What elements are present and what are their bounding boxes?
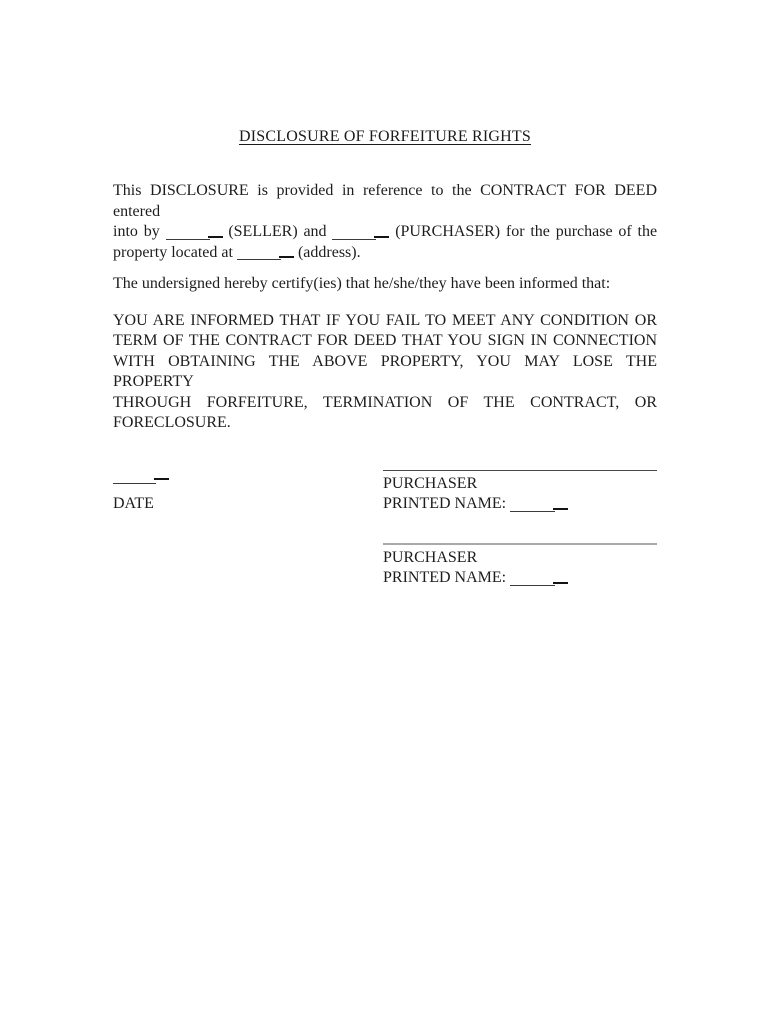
seller-name-blank[interactable] [166, 232, 223, 240]
warning-line-3: WITH OBTAINING THE ABOVE PROPERTY, YOU MAY LOSE THE PROPERTY [113, 352, 657, 390]
purchaser-label-1: PURCHASER [383, 474, 478, 492]
blank-line [510, 511, 555, 512]
intro-paragraph [113, 181, 657, 263]
purchaser-signature-block-1 [383, 470, 657, 515]
purchaser-signature-block-2 [383, 543, 657, 589]
blank-line-end [374, 236, 389, 238]
intro-line-3 [113, 243, 657, 264]
signature-section [113, 470, 657, 589]
printed-name-blank-2[interactable] [510, 578, 568, 586]
printed-name-label-1: PRINTED NAME: [383, 495, 507, 512]
blank-line [332, 239, 376, 240]
blank-line [113, 483, 156, 484]
purchaser-name-blank[interactable] [332, 232, 389, 240]
document-title: DISCLOSURE OF FORFEITURE RIGHTS [238, 128, 531, 145]
warning-line-1: YOU ARE INFORMED THAT IF YOU FAIL TO MEET ANY CONDITION OR [113, 311, 657, 329]
intro-line-2-text-3: (PURCHASER) for the purchase of the [395, 223, 658, 240]
blank-line-end [208, 236, 223, 238]
warning-line-4: THROUGH FORFEITURE, TERMINATION OF THE CONTRACT, OR [113, 393, 657, 411]
blank-line-end [553, 582, 568, 584]
printed-name-label-2: PRINTED NAME: [383, 569, 507, 586]
printed-name-row-2 [383, 568, 657, 589]
blank-line [237, 259, 281, 260]
purchaser-label-2: PURCHASER [383, 548, 478, 566]
intro-line-2 [113, 222, 657, 243]
date-signature-area [113, 470, 383, 515]
purchaser-signature-area [383, 470, 657, 589]
certify-paragraph: The undersigned hereby certify(ies) that he/she/they have been informed that: [113, 275, 611, 292]
date-label: DATE [113, 495, 154, 512]
warning-paragraph [113, 311, 657, 434]
blank-line-end [553, 508, 568, 510]
printed-name-row-1 [383, 494, 657, 515]
blank-line-end [154, 478, 169, 480]
warning-line-5: FORECLOSURE. [113, 414, 231, 431]
purchaser-signature-line-1[interactable] [383, 470, 657, 471]
intro-line-2-text-1: into by [113, 223, 160, 240]
intro-line-2-text-2: (SELLER) and [228, 223, 327, 240]
printed-name-blank-1[interactable] [510, 504, 568, 512]
intro-line-3-text-1: property located at [113, 243, 233, 261]
intro-line-1: This DISCLOSURE is provided in reference to the CONTRACT FOR DEED entered [113, 182, 657, 220]
intro-line-3-text-2: (address). [297, 243, 361, 261]
property-address-blank[interactable] [237, 253, 294, 261]
blank-line-end [279, 256, 294, 258]
warning-line-2: TERM OF THE CONTRACT FOR DEED THAT YOU SIGN IN CONNECTION [113, 332, 657, 349]
blank-line [510, 585, 555, 586]
purchaser-signature-line-2[interactable] [383, 543, 657, 545]
blank-line [166, 239, 210, 240]
